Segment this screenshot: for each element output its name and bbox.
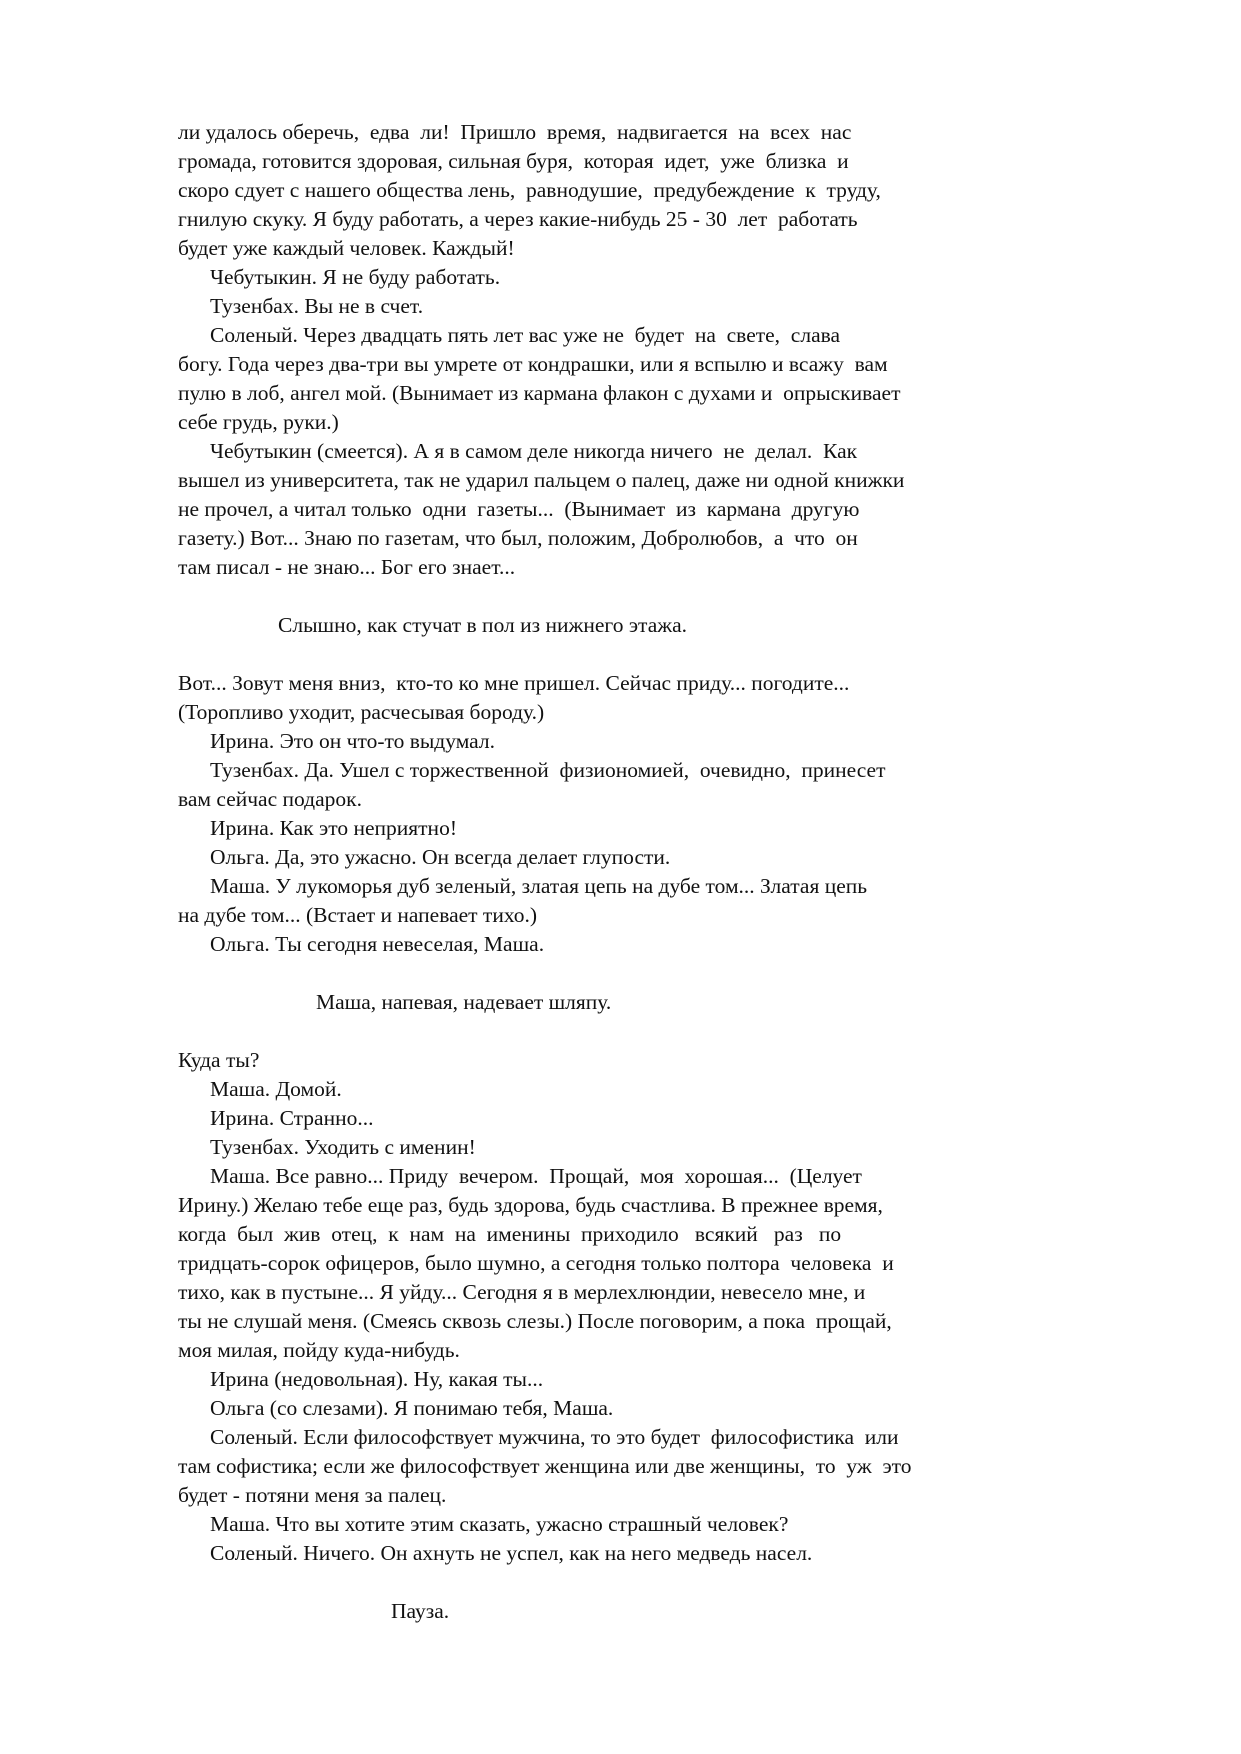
text-line: тихо, как в пустыне... Я уйду... Сегодня я в мерлехлюндии, невесело мне, и <box>178 1280 866 1304</box>
dialogue-line: Ирина (недовольная). Ну, какая ты... <box>210 1367 544 1391</box>
dialogue-line: Тузенбах. Да. Ушел с торжественной физиономией, очевидно, принесет <box>210 758 886 782</box>
text-line: вышел из университета, так не ударил пальцем о палец, даже ни одной книжки <box>178 468 905 492</box>
text-line: моя милая, пойду куда-нибудь. <box>178 1338 460 1362</box>
blank-line <box>178 1017 1058 1046</box>
text-line: ты не слушай меня. (Смеясь сквозь слезы.) После поговорим, а пока прощай, <box>178 1309 892 1333</box>
dialogue-line: Маша. Домой. <box>210 1077 342 1101</box>
blank-line <box>178 959 1058 988</box>
dialogue-line: Тузенбах. Уходить с именин! <box>210 1135 476 1159</box>
text-line: гнилую скуку. Я буду работать, а через какие-нибудь 25 - 30 лет работать <box>178 207 858 231</box>
dialogue-line: Чебутыкин (смеется). А я в самом деле никогда ничего не делал. Как <box>210 439 858 463</box>
dialogue-line: Ирина. Странно... <box>210 1106 374 1130</box>
dialogue-line: Маша. Что вы хотите этим сказать, ужасно страшный человек? <box>210 1512 789 1536</box>
text-line: не прочел, а читал только одни газеты... (Вынимает из кармана другую <box>178 497 860 521</box>
text-line: пулю в лоб, ангел мой. (Вынимает из кармана флакон с духами и опрыскивает <box>178 381 901 405</box>
text-line: там писал - не знаю... Бог его знает... <box>178 555 516 579</box>
dialogue-line: Ирина. Это он что-то выдумал. <box>210 729 496 753</box>
dialogue-line: Ольга. Ты сегодня невеселая, Маша. <box>210 932 545 956</box>
dialogue-line: Чебутыкин. Я не буду работать. <box>210 265 501 289</box>
text-line: Ирину.) Желаю тебе еще раз, будь здорова, будь счастлива. В прежнее время, <box>178 1193 883 1217</box>
text-line: когда был жив отец, к нам на именины приходило всякий раз по <box>178 1222 842 1246</box>
text-line: вам сейчас подарок. <box>178 787 362 811</box>
dialogue-line: Ольга (со слезами). Я понимаю тебя, Маша. <box>210 1396 614 1420</box>
dialogue-line: Ирина. Как это неприятно! <box>210 816 457 840</box>
text-line: на дубе том... (Встает и напевает тихо.) <box>178 903 538 927</box>
text-line: будет уже каждый человек. Каждый! <box>178 236 515 260</box>
blank-line <box>178 1568 1058 1597</box>
text-line: богу. Года через два-три вы умрете от кондрашки, или я вспылю и всажу вам <box>178 352 888 376</box>
dialogue-line: Тузенбах. Вы не в счет. <box>210 294 424 318</box>
dialogue-line: Маша. Все равно... Приду вечером. Прощай, моя хорошая... (Целует <box>210 1164 862 1188</box>
dialogue-line: Соленый. Ничего. Он ахнуть не успел, как на него медведь насел. <box>210 1541 813 1565</box>
dialogue-line: Ольга. Да, это ужасно. Он всегда делает глупости. <box>210 845 671 869</box>
blank-line <box>178 582 1058 611</box>
stage-direction: Пауза. <box>391 1599 450 1623</box>
play-text <box>178 118 1058 1626</box>
text-line: там софистика; если же философствует женщина или две женщины, то уж это <box>178 1454 912 1478</box>
text-line: будет - потяни меня за палец. <box>178 1483 447 1507</box>
dialogue-line: Маша. У лукоморья дуб зеленый, златая цепь на дубе том... Златая цепь <box>210 874 868 898</box>
text-line: скоро сдует с нашего общества лень, равнодушие, предубеждение к труду, <box>178 178 881 202</box>
dialogue-line: Соленый. Если философствует мужчина, то это будет философистика или <box>210 1425 899 1449</box>
text-line: Вот... Зовут меня вниз, кто-то ко мне пришел. Сейчас приду... погодите... <box>178 671 850 695</box>
text-line: газету.) Вот... Знаю по газетам, что был, положим, Добролюбов, а что он <box>178 526 858 550</box>
text-line: Куда ты? <box>178 1048 260 1072</box>
stage-direction: Маша, напевая, надевает шляпу. <box>316 990 612 1014</box>
text-line: себе грудь, руки.) <box>178 410 339 434</box>
blank-line <box>178 640 1058 669</box>
text-line: тридцать-сорок офицеров, было шумно, а сегодня только полтора человека и <box>178 1251 894 1275</box>
text-line: громада, готовится здоровая, сильная буря, которая идет, уже близка и <box>178 149 849 173</box>
text-line: (Торопливо уходит, расчесывая бороду.) <box>178 700 545 724</box>
stage-direction: Слышно, как стучат в пол из нижнего этажа. <box>278 613 688 637</box>
dialogue-line: Соленый. Через двадцать пять лет вас уже не будет на свете, слава <box>210 323 841 347</box>
text-line: ли удалось оберечь, едва ли! Пришло время, надвигается на всех нас <box>178 120 852 144</box>
